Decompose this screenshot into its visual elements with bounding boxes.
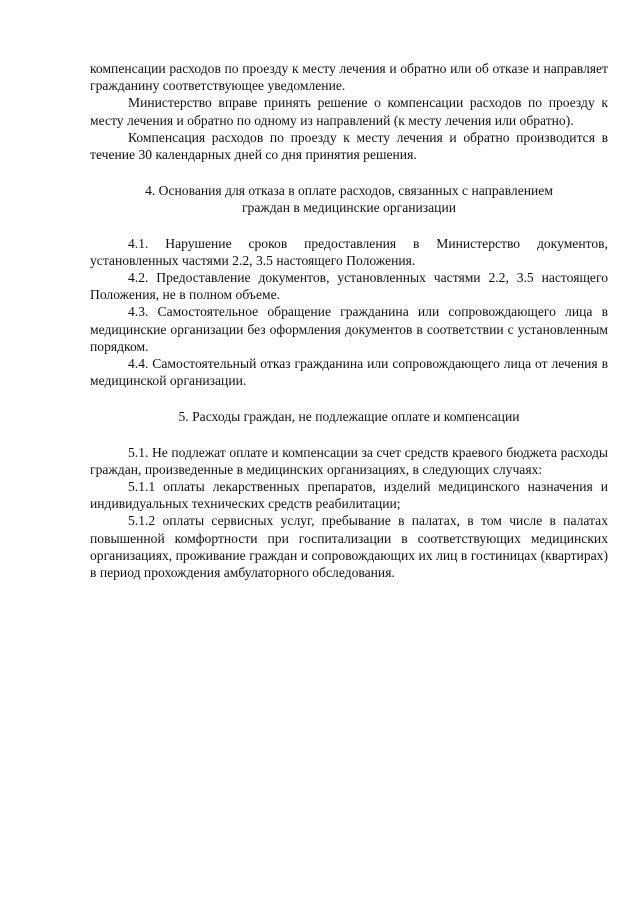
section-4-title-line-1: 4. Основания для отказа в оплате расходов, связанных с направлением bbox=[145, 183, 553, 199]
section-5-body bbox=[90, 444, 608, 582]
section-5-title: 5. Расходы граждан, не подлежащие оплате и компенсации bbox=[178, 409, 520, 425]
section-4-title-line-2: граждан в медицинские организации bbox=[241, 200, 457, 216]
section-4-item-4-1: 4.1. Нарушение сроков предоставления в Министерство документов, установленных частями 2.2, 3.5 настоящего Положения. bbox=[90, 235, 608, 268]
section-4-body bbox=[90, 235, 608, 390]
paragraph-compensation-term: Компенсация расходов по проезду к месту лечения и обратно производится в течение 30 календарных дней со дня принятия решения. bbox=[90, 129, 608, 163]
paragraph-ministry-decision: Министерство вправе принять решение о компенсации расходов по проезду к месту лечения и обратно по одному из направлений (к месту лечения или обратно). bbox=[90, 95, 608, 128]
document-page bbox=[90, 60, 608, 581]
section-4-item-4-2: 4.2. Предоставление документов, установленных частями 2.2, 3.5 настоящего Положения, не в полном объеме. bbox=[90, 270, 608, 303]
section-4-item-4-4: 4.4. Самостоятельный отказ гражданина или сопровождающего лица от лечения в медицинской организации. bbox=[90, 356, 608, 389]
section-5-item-5-1-1: 5.1.1 оплаты лекарственных препаратов, изделий медицинского назначения и индивидуальных технических средств реабилитации; bbox=[90, 479, 608, 512]
section-5-heading bbox=[90, 408, 608, 425]
section-4-heading bbox=[90, 182, 608, 216]
section-4-item-4-3: 4.3. Самостоятельное обращение гражданина или сопровождающего лица в медицинские организации без оформления документов в соответствии с установленным порядком. bbox=[90, 304, 608, 354]
paragraph-notification: компенсации расходов по проезду к месту лечения и обратно или об отказе и направляет гражданину соответствующее уведомление. bbox=[90, 61, 608, 94]
section-5-item-5-1-2: 5.1.2 оплаты сервисных услуг, пребывание в палатах, в том числе в палатах повышенной комфортности при госпитализации в соответствующих медицинских организациях, проживание граждан и сопровождающих их лиц в гостиницах (квартирах) в период прохождения амбулаторного обследования. bbox=[90, 513, 608, 581]
section-5-item-5-1: 5.1. Не подлежат оплате и компенсации за счет средств краевого бюджета расходы граждан, произведенные в медицинских организациях, в следующих случаях: bbox=[90, 444, 608, 477]
